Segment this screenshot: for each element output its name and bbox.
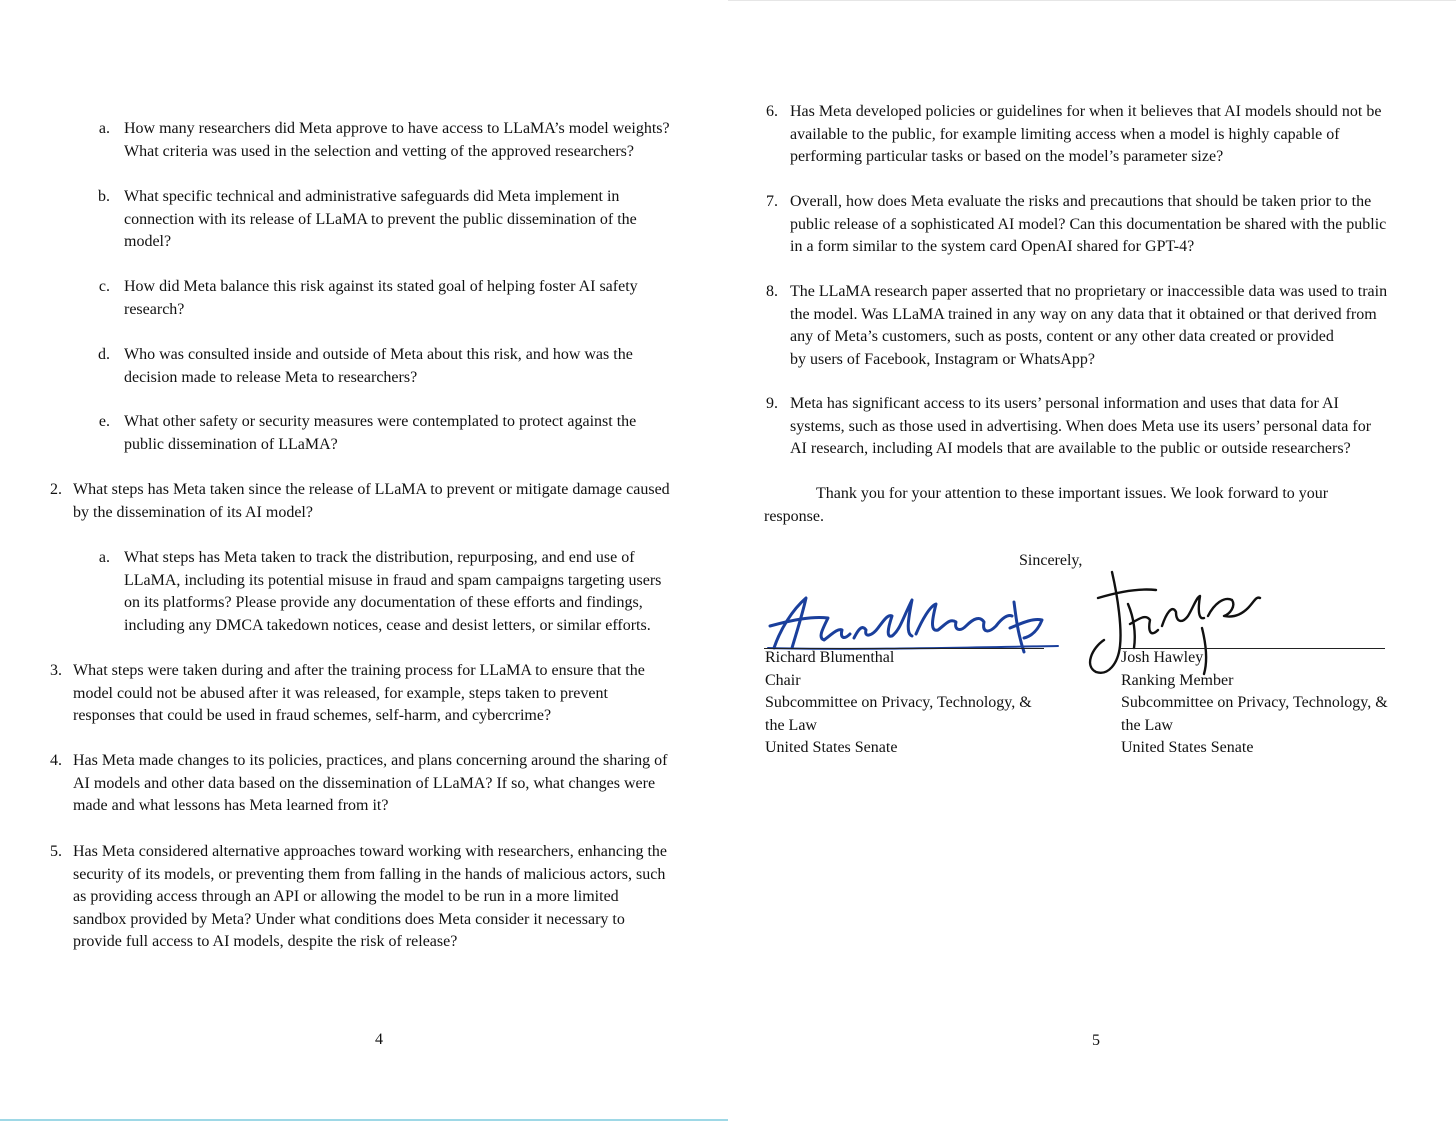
question-number: 2.	[50, 481, 62, 498]
item-letter: a.	[98, 549, 110, 566]
item-letter: d.	[98, 346, 110, 363]
question-number: 7.	[766, 193, 778, 210]
question-8: The LLaMA research paper asserted that no proprietary or inaccessible data was used to train the model. Was LLaMA trained in any way on any data that it obtained or that derived from any of Meta’s customers, such as posts, content or any other data created or provided by users of Facebook, Instagram or WhatsApp?	[790, 283, 1388, 368]
question-1c: How did Meta balance this risk against its stated goal of helping foster AI safety research?	[124, 278, 638, 318]
question-2a: What steps has Meta taken to track the distribution, repurposing, and end use of LLaMA, including its potential misuse in fraud and spam campaigns targeting users on its platforms? Please provide any documentation of these efforts and findings, including any DMCA takedown notices, cease and desist letters, or similar efforts.	[124, 549, 662, 634]
signer-title: Ranking Member	[1121, 671, 1234, 689]
question-number: 6.	[766, 103, 778, 120]
question-number: 9.	[766, 395, 778, 412]
question-3: What steps were taken during and after the training process for LLaMA to ensure that the model could not be abused after it was released, for example, steps taken to prevent responses that could be used in fraud schemes, self-harm, and cybercrime?	[73, 662, 645, 724]
question-7: Overall, how does Meta evaluate the risks and precautions that should be taken prior to the public release of a sophisticated AI model? Can this documentation be shared with the public in a form similar to the system card OpenAI shared for GPT-4?	[790, 193, 1387, 255]
document-page-5	[728, 0, 1456, 1121]
page-top-rule	[728, 0, 1456, 1]
question-6: Has Meta developed policies or guidelines for when it believes that AI models should not be available to the public, for example limiting access when a model is highly capable of performing particular tasks or based on the model’s parameter size?	[790, 103, 1382, 165]
question-number: 3.	[50, 662, 62, 679]
sincerely: Sincerely,	[1019, 552, 1083, 569]
signer-block-hawley: Josh Hawley Ranking Member Subcommittee on Privacy, Technology, & the Law United States Senate	[1121, 649, 1388, 756]
question-1a: How many researchers did Meta approve to have access to LLaMA’s model weights? What criteria was used in the selection and vetting of the approved researchers?	[124, 120, 670, 160]
page-number: 5	[1092, 1032, 1100, 1049]
item-letter: a.	[98, 120, 110, 137]
signer-block-blumenthal: Richard Blumenthal Chair Subcommittee on Privacy, Technology, & the Law United States Senate	[765, 649, 1032, 756]
item-letter: e.	[98, 413, 110, 430]
signer-name: Richard Blumenthal	[765, 649, 895, 666]
question-4: Has Meta made changes to its policies, practices, and plans concerning around the sharing of AI models and other data based on the dissemination of LLaMA? If so, what changes were made and what lessons has Meta learned from it?	[73, 752, 668, 814]
item-letter: b.	[98, 188, 110, 205]
question-5: Has Meta considered alternative approaches toward working with researchers, enhancing the security of its models, or preventing them from falling in the hands of malicious actors, such as providing access through an API or allowing the model to be run in a more limited sandbox provided by Meta? Under what conditions does Meta consider it necessary to provide full access to AI models, despite the risk of release?	[73, 843, 667, 950]
signer-name: Josh Hawley	[1121, 649, 1204, 666]
question-number: 8.	[766, 283, 778, 300]
item-letter: c.	[98, 278, 110, 295]
question-number: 5.	[50, 843, 62, 860]
closing-paragraph: Thank you for your attention to these important issues. We look forward to your response.	[764, 485, 1329, 525]
question-1b: What specific technical and administrative safeguards did Meta implement in connection with its release of LLaMA to prevent the public dissemination of the model?	[124, 188, 637, 250]
signer-title: Chair	[765, 671, 801, 689]
question-2: What steps has Meta taken since the release of LLaMA to prevent or mitigate damage caused by the dissemination of its AI model?	[73, 481, 670, 521]
question-1e: What other safety or security measures were contemplated to protect against the public dissemination of LLaMA?	[124, 413, 637, 453]
question-1d: Who was consulted inside and outside of Meta about this risk, and how was the decision made to release Meta to researchers?	[124, 346, 633, 386]
question-number: 4.	[50, 752, 62, 769]
question-9: Meta has significant access to its users’ personal information and uses that data for AI systems, such as those used in advertising. When does Meta use its users’ personal data for AI research, including AI models that are available to the public or outside researchers?	[790, 395, 1372, 457]
page-number: 4	[375, 1031, 383, 1048]
